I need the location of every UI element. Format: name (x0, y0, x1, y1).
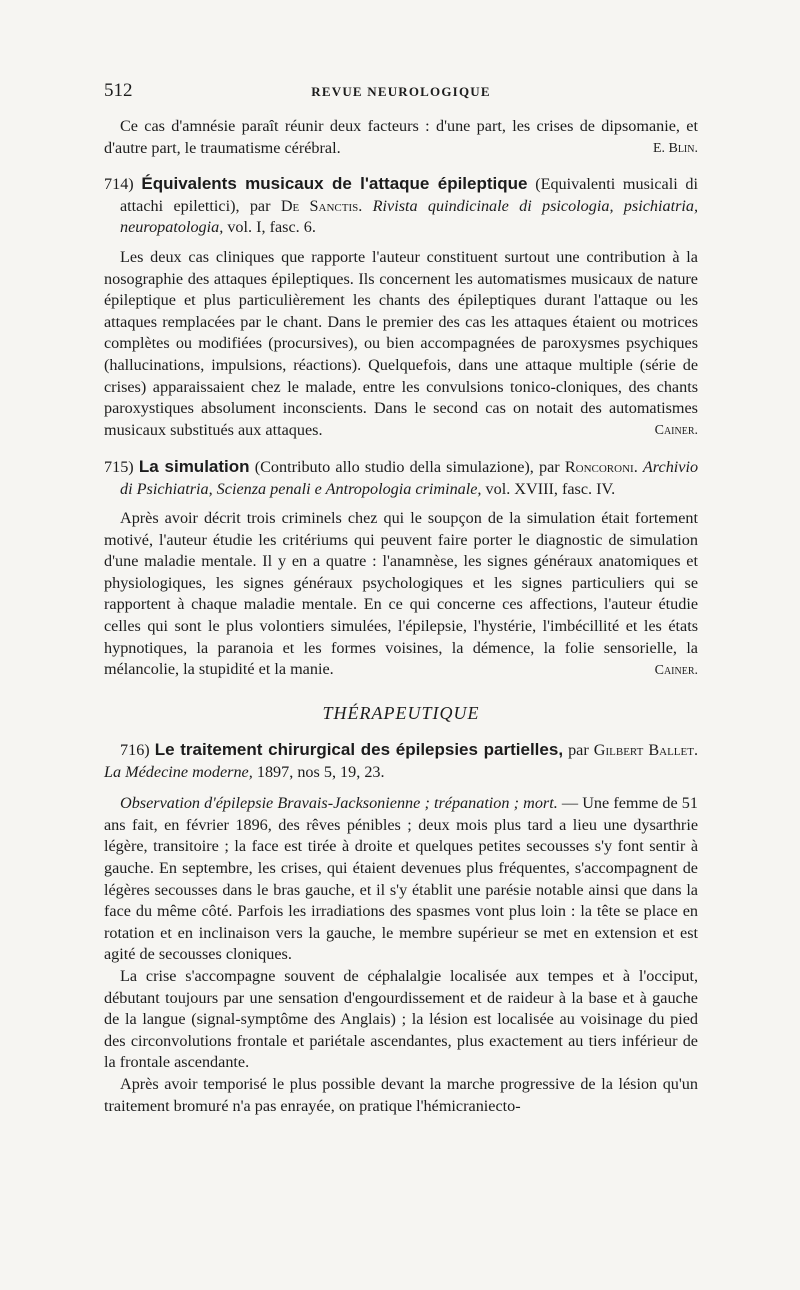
intro-paragraph (104, 116, 698, 159)
entry-body-1 (104, 793, 698, 966)
entry-heading (104, 456, 698, 500)
entry-title: La simulation (138, 456, 250, 476)
entry-details: 1897, nos 5, 19, 23. (256, 762, 385, 781)
entry-by: par (568, 741, 589, 760)
entry-heading (104, 173, 698, 239)
entry-heading (104, 739, 698, 783)
entry-volume: vol. I, fasc. 6. (227, 218, 316, 237)
entry-body-2: La crise s'accompagne souvent de céphalalgie localisée aux tempes et à l'occiput, débutant toujours par une sensation d'engourdissement et de raideur à la base et à gauche de la langue (signal-symptôme des Anglais) ; la lésion est localisée au voisinage du pied des circonvolutions frontale et pariétale ascendantes, plus exactement au tiers inférieur de la frontale ascendante. (104, 966, 698, 1072)
entry-number: 715) (104, 457, 134, 476)
entry-title: Équivalents musicaux de l'attaque épileptique (141, 174, 528, 194)
entry-716 (104, 739, 698, 1117)
journal-title: REVUE NEUROLOGIQUE (311, 84, 491, 99)
observation-lead: Observation d'épilepsie Bravais-Jacksonienne ; trépanation ; mort. (120, 794, 558, 813)
observation-text: — Une femme de 51 ans fait, en février 1896, des rêves pénibles ; deux mois plus tard a lieu une dysarthrie légère, transitoire ; la face est tirée à droite et quelques petites secousses s'y font sentir à gauche. En septembre, les crises, qui étaient devenues plus fréquentes, s'accompagnent de légères secousses dans le bras gauche, et il s'y établit une parésie notable ainsi que dans la face du même côté. Parfois les irradiations des spasmes vont plus loin : la tête se place en rotation et en inclinaison vers la gauche, le membre supérieur se met en extension et est agité de secousses cloniques. (104, 794, 698, 964)
entry-subtitle: (Equivalenti musicali di attachi epilettici), par (120, 175, 699, 215)
entry-715 (104, 456, 698, 682)
entry-author: Gilbert Ballet. (593, 741, 698, 760)
entry-author: Roncoroni. (564, 457, 638, 476)
entry-number: 714) (104, 175, 134, 194)
entry-subtitle: (Contributo allo studio della simulazione), par (254, 457, 560, 476)
entry-number: 716) (120, 741, 150, 760)
intro-text: Ce cas d'amnésie paraît réunir deux facteurs : d'une part, les crises de dipsomanie, et d'autre part, le traumatisme cérébral. (104, 117, 698, 157)
entry-author: De Sanctis. (280, 196, 363, 215)
running-header (104, 80, 698, 104)
entry-reference: Archivio di Psichiatria, Scienza penali e Antropologia criminale, (120, 457, 699, 498)
page-body (104, 116, 698, 1117)
entry-body: Après avoir décrit trois criminels chez qui le soupçon de la simulation était fortement motivé, l'auteur étudie les critériums qui peuvent faire porter le diagnostic de simulation d'une maladie mentale. Il y en a quatre : l'anamnèse, les signes généraux anatomiques et physiologiques, les signes généraux psychologiques et les signes particuliers qui se rapportent à chaque maladie mentale. En ce qui concerne ces affections, l'auteur étudie celles qui sont le plus volontiers simulées, l'épilepsie, l'hystérie, l'imbécillité et les états hypnotiques, la paranoia et les formes voisines, la démence, la folie sensorielle, la mélancolie, la stupidité et la manie. (104, 509, 698, 679)
intro-signature: E. Blin. (652, 140, 698, 156)
entry-reference: Rivista quindicinale di psicologia, psichiatria, neuropatologia, (120, 196, 699, 237)
entry-body-3: Après avoir temporisé le plus possible devant la marche progressive de la lésion qu'un traitement bromuré n'a pas enrayée, on pratique l'hémicraniecto- (104, 1074, 698, 1115)
entry-reference: La Médecine moderne, (104, 762, 253, 781)
entry-title: Le traitement chirurgical des épilepsies partielles, (154, 740, 564, 760)
section-heading: THÉRAPEUTIQUE (322, 703, 480, 724)
entry-signature: Cainer. (654, 423, 698, 439)
entry-signature: Cainer. (654, 662, 698, 678)
entry-volume: vol. XVIII, fasc. IV. (485, 479, 616, 498)
entry-714 (104, 173, 698, 442)
page-number: 512 (104, 80, 133, 101)
entry-body: Les deux cas cliniques que rapporte l'auteur constituent surtout une contribution à la nosographie des attaques épileptiques. Ils concernent les automatismes musicaux de nature épileptique et plus particulièrement les chants des épileptiques durant l'attaque ou les attaques remplacées par le chant. Dans le premier des cas les attaques étaient ou motrices complètes ou modifiées (procursives), ou bien accompagnées de paroxysmes psychiques (hallucinations, impulsions, réactions). Quelquefois, dans une attaque multiple (série de crises) apparaissaient chez le malade, entre les convulsions tonico-cloniques, des chants paroxystiques absolument inconscients. Dans le second cas on notait des automatismes musicaux substitués aux attaques. (104, 247, 698, 439)
